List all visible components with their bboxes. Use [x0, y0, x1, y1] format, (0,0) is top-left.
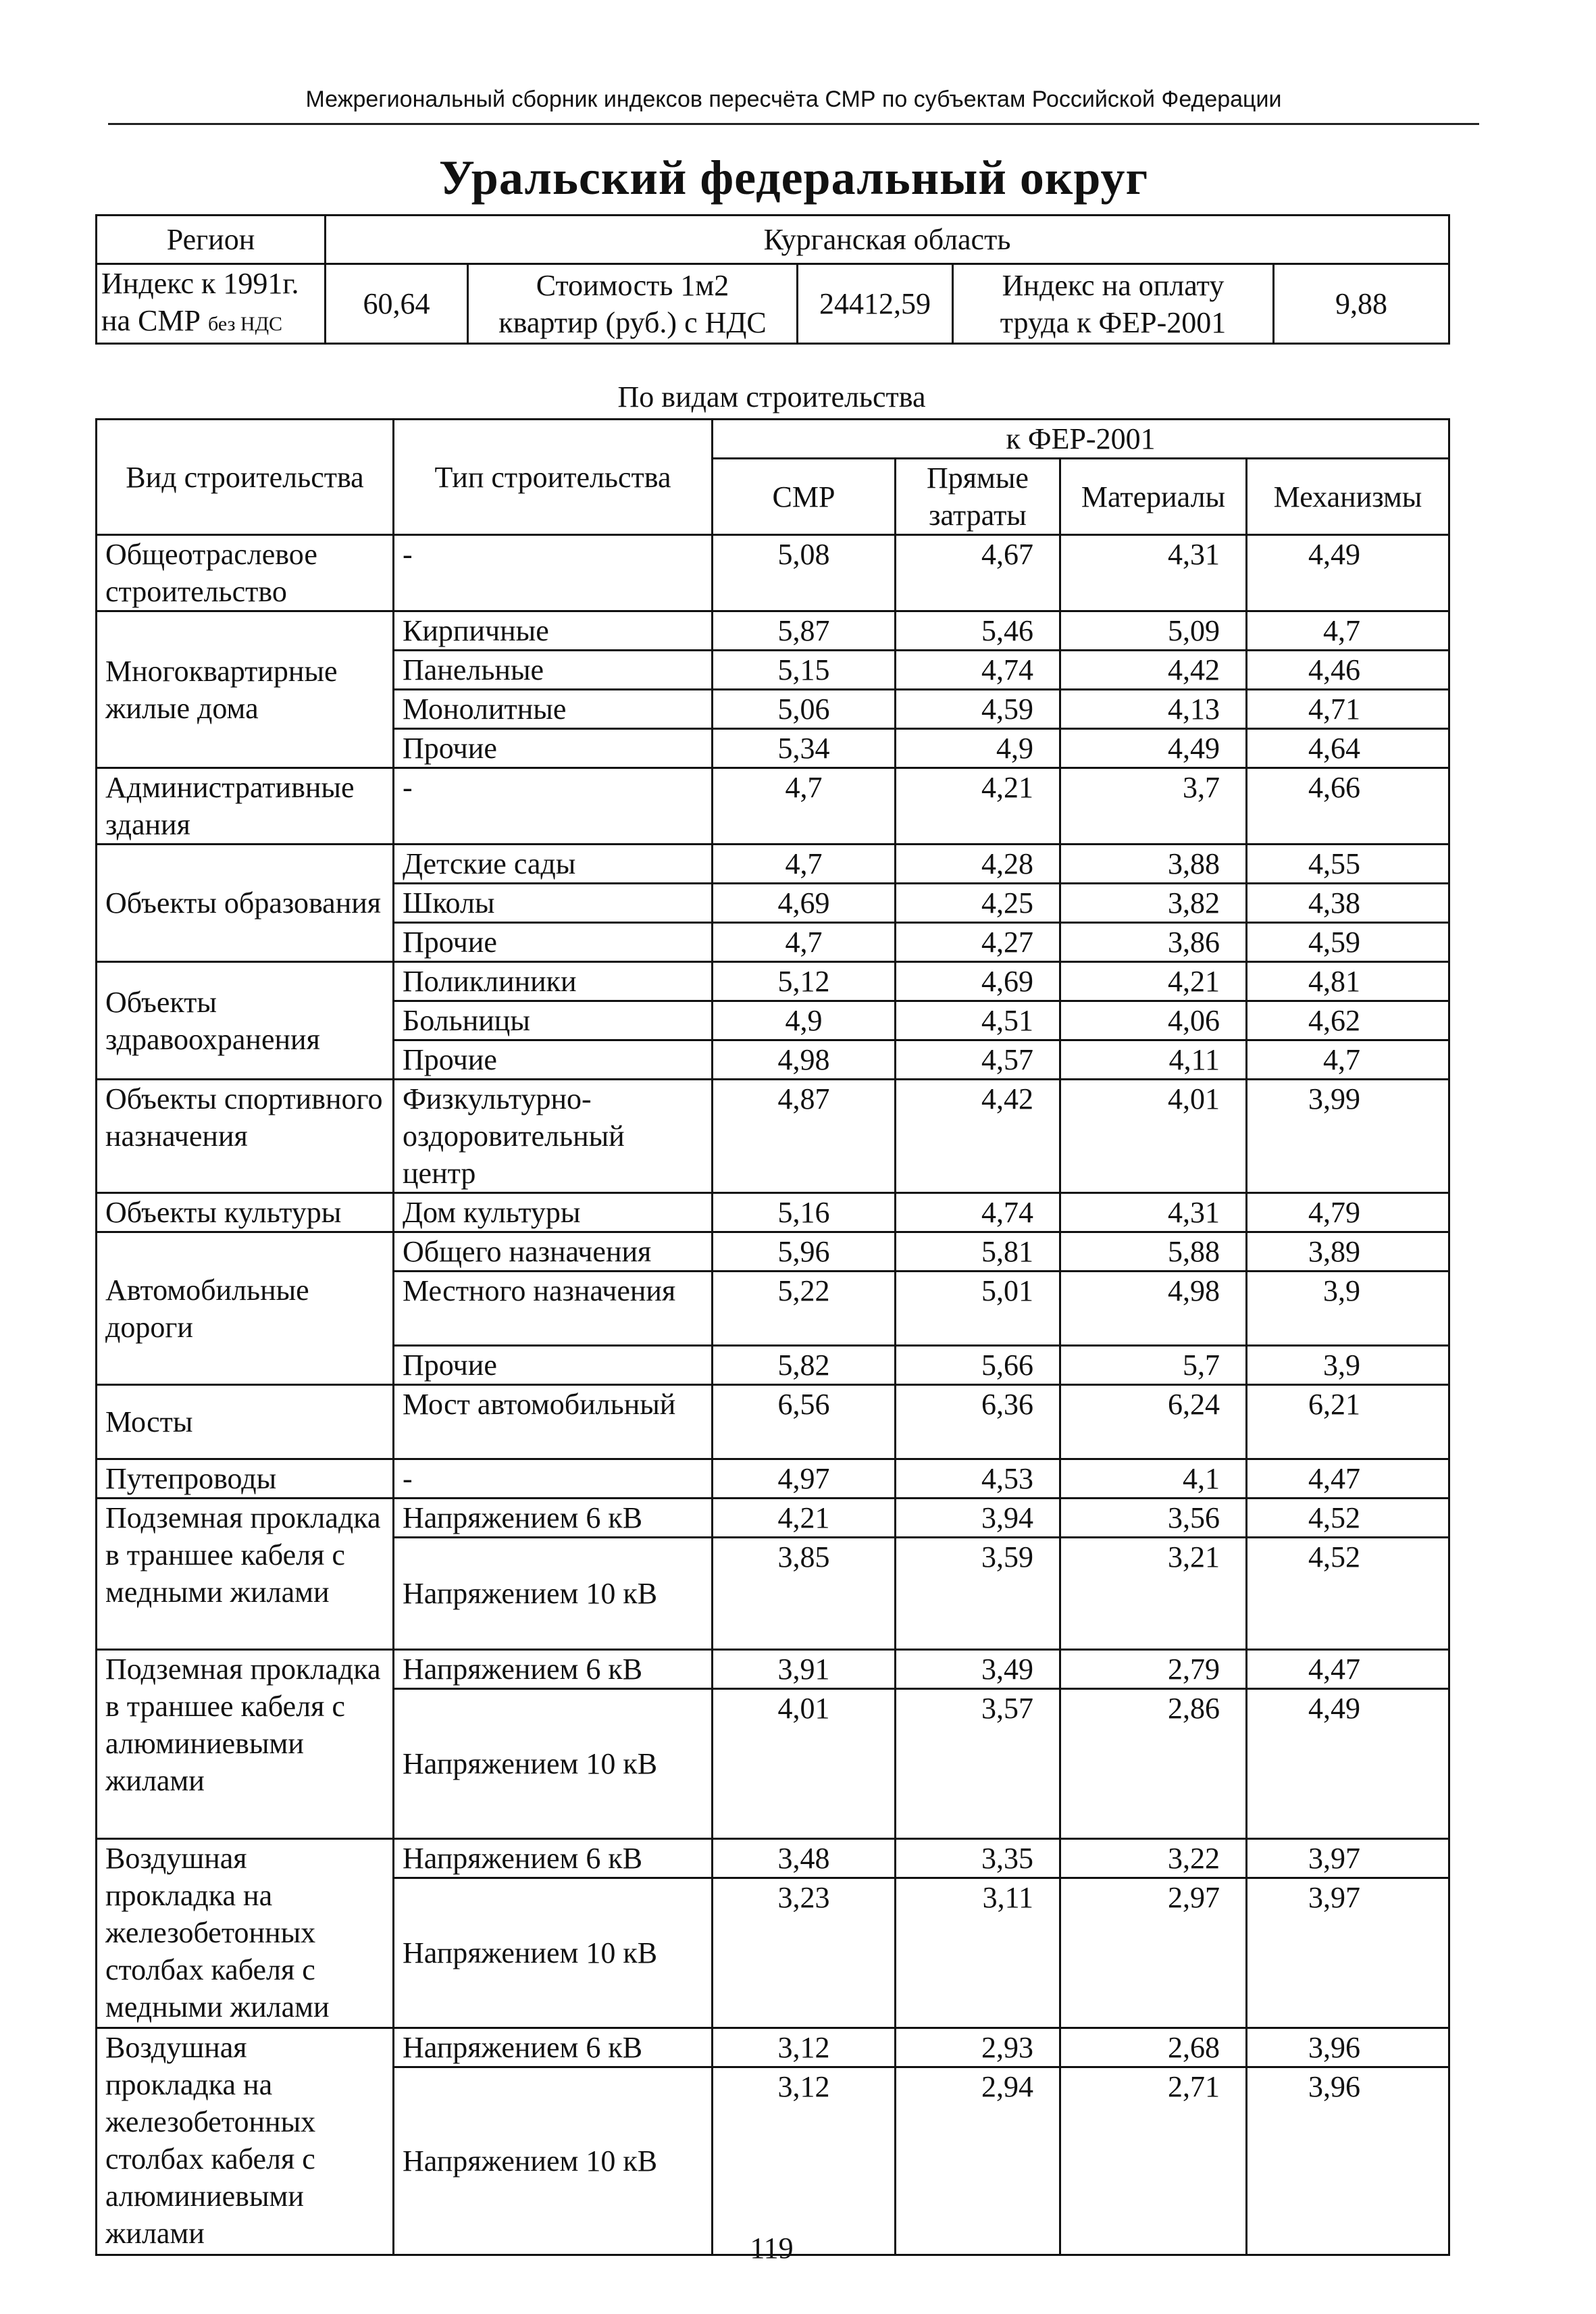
cost-label: Стоимость 1м2 квартир (руб.) с НДС	[468, 264, 798, 344]
construction-index-table	[95, 418, 1450, 2256]
index-smr: 3,91	[713, 1650, 896, 1689]
construction-type: Напряжением 6 кВ	[394, 1650, 713, 1689]
index-direct: 4,57	[896, 1040, 1060, 1080]
index-materials: 2,97	[1060, 1878, 1247, 2028]
index-smr: 4,7	[713, 923, 896, 962]
construction-type: Прочие	[394, 923, 713, 962]
index-materials: 4,49	[1060, 729, 1247, 768]
construction-kind: Объекты образования	[97, 845, 394, 962]
index-materials: 5,09	[1060, 611, 1247, 651]
table-row	[97, 1232, 1449, 1272]
header-direct-costs: Прямые затраты	[896, 459, 1060, 535]
construction-type: Местного назначения	[394, 1272, 713, 1346]
construction-kind: Воздушная прокладка на железобетонных столбах кабеля с алюминиевыми жилами	[97, 2028, 394, 2255]
index-materials: 4,01	[1060, 1080, 1247, 1193]
construction-kind: Подземная прокладка в траншее кабеля с медными жилами	[97, 1499, 394, 1650]
construction-type: Напряжением 10 кВ	[394, 2067, 713, 2255]
index-materials: 3,21	[1060, 1538, 1247, 1650]
construction-kind: Автомобильные дороги	[97, 1232, 394, 1385]
index-smr: 4,98	[713, 1040, 896, 1080]
index-direct: 4,28	[896, 845, 1060, 884]
construction-type: Кирпичные	[394, 611, 713, 651]
index-materials: 2,68	[1060, 2028, 1247, 2067]
index-direct: 4,53	[896, 1459, 1060, 1499]
construction-type: Напряжением 10 кВ	[394, 1878, 713, 2028]
header-kind: Вид строительства	[97, 420, 394, 535]
construction-kind: Объекты спортивного назначения	[97, 1080, 394, 1193]
construction-kind: Общеотраслевое строительство	[97, 535, 394, 611]
construction-type: Прочие	[394, 1040, 713, 1080]
header-rule	[108, 123, 1479, 125]
index-machines: 4,38	[1247, 884, 1449, 923]
index-direct: 3,11	[896, 1878, 1060, 2028]
construction-type: Мост автомобильный	[394, 1385, 713, 1459]
index-materials: 6,24	[1060, 1385, 1247, 1459]
index-direct: 3,59	[896, 1538, 1060, 1650]
index-direct: 4,9	[896, 729, 1060, 768]
index-machines: 3,99	[1247, 1080, 1449, 1193]
index-machines: 4,59	[1247, 923, 1449, 962]
index-machines: 6,21	[1247, 1385, 1449, 1459]
index-direct: 5,81	[896, 1232, 1060, 1272]
index-smr: 5,87	[713, 611, 896, 651]
index-smr: 4,87	[713, 1080, 896, 1193]
index-materials: 4,1	[1060, 1459, 1247, 1499]
index-smr: 4,7	[713, 845, 896, 884]
summary-table	[95, 214, 1450, 345]
index-materials: 3,56	[1060, 1499, 1247, 1538]
labor-index-label: Индекс на оплату труда к ФЕР-2001	[953, 264, 1274, 344]
cost-value: 24412,59	[798, 264, 953, 344]
table-row	[97, 1385, 1449, 1459]
index-materials: 4,13	[1060, 690, 1247, 729]
header-type: Тип строительства	[394, 420, 713, 535]
table-row	[97, 1499, 1449, 1538]
index-smr: 5,15	[713, 651, 896, 690]
construction-type: Панельные	[394, 651, 713, 690]
index-direct: 4,42	[896, 1080, 1060, 1193]
table-row	[97, 2028, 1449, 2067]
construction-type: Дом культуры	[394, 1193, 713, 1232]
index-direct: 4,59	[896, 690, 1060, 729]
construction-kind: Объекты культуры	[97, 1193, 394, 1232]
index-machines: 3,89	[1247, 1232, 1449, 1272]
index-direct: 4,74	[896, 1193, 1060, 1232]
table-row	[97, 1193, 1449, 1232]
collection-header: Межрегиональный сборник индексов пересчёта СМР по субъектам Российской Федерации	[305, 86, 1282, 112]
header-materials: Материалы	[1060, 459, 1247, 535]
index-1991-value: 60,64	[326, 264, 468, 344]
construction-type: Больницы	[394, 1001, 713, 1040]
index-materials: 4,21	[1060, 962, 1247, 1001]
construction-kind: Мосты	[97, 1385, 394, 1459]
index-direct: 5,01	[896, 1272, 1060, 1346]
index-materials: 4,42	[1060, 651, 1247, 690]
index-materials: 3,86	[1060, 923, 1247, 962]
index-machines: 4,46	[1247, 651, 1449, 690]
table-row	[97, 845, 1449, 884]
construction-type: Общего назначения	[394, 1232, 713, 1272]
table-row	[97, 1839, 1449, 1878]
index-machines: 4,64	[1247, 729, 1449, 768]
header-smr: СМР	[713, 459, 896, 535]
index-machines: 4,49	[1247, 535, 1449, 611]
index-materials: 4,11	[1060, 1040, 1247, 1080]
index-machines: 4,81	[1247, 962, 1449, 1001]
construction-type: -	[394, 535, 713, 611]
index-smr: 5,34	[713, 729, 896, 768]
index-smr: 5,06	[713, 690, 896, 729]
index-machines: 4,62	[1247, 1001, 1449, 1040]
construction-type: Прочие	[394, 729, 713, 768]
construction-type: Напряжением 10 кВ	[394, 1538, 713, 1650]
construction-type: Физкультурно-оздоровительный центр	[394, 1080, 713, 1193]
region-value: Курганская область	[326, 216, 1449, 264]
index-smr: 5,16	[713, 1193, 896, 1232]
district-title: Уральский федеральный округ	[438, 151, 1149, 205]
index-materials: 5,7	[1060, 1346, 1247, 1385]
index-machines: 4,52	[1247, 1538, 1449, 1650]
construction-kind: Подземная прокладка в траншее кабеля с алюминиевыми жилами	[97, 1650, 394, 1839]
table-row	[97, 768, 1449, 845]
index-materials: 3,88	[1060, 845, 1247, 884]
table-row	[97, 1459, 1449, 1499]
header-fer-group: к ФЕР-2001	[713, 420, 1449, 459]
construction-type: Поликлиники	[394, 962, 713, 1001]
index-direct: 3,49	[896, 1650, 1060, 1689]
index-materials: 2,79	[1060, 1650, 1247, 1689]
construction-kind: Объекты здравоохранения	[97, 962, 394, 1080]
index-machines: 4,7	[1247, 1040, 1449, 1080]
index-smr: 5,22	[713, 1272, 896, 1346]
construction-type: Напряжением 6 кВ	[394, 2028, 713, 2067]
index-materials: 4,31	[1060, 535, 1247, 611]
index-machines: 3,97	[1247, 1839, 1449, 1878]
index-materials: 4,31	[1060, 1193, 1247, 1232]
index-machines: 3,9	[1247, 1272, 1449, 1346]
index-materials: 3,22	[1060, 1839, 1247, 1878]
index-machines: 4,49	[1247, 1689, 1449, 1839]
table-row	[97, 611, 1449, 651]
index-direct: 5,66	[896, 1346, 1060, 1385]
construction-kind: Воздушная прокладка на железобетонных столбах кабеля с медными жилами	[97, 1839, 394, 2028]
index-machines: 4,66	[1247, 768, 1449, 845]
index-smr: 3,85	[713, 1538, 896, 1650]
index-machines: 4,79	[1247, 1193, 1449, 1232]
index-direct: 3,35	[896, 1839, 1060, 1878]
index-smr: 4,01	[713, 1689, 896, 1839]
index-direct: 4,74	[896, 651, 1060, 690]
construction-type: Напряжением 6 кВ	[394, 1839, 713, 1878]
construction-kind: Путепроводы	[97, 1459, 394, 1499]
construction-type: Прочие	[394, 1346, 713, 1385]
labor-index-value: 9,88	[1274, 264, 1449, 344]
index-smr: 5,08	[713, 535, 896, 611]
construction-type: Школы	[394, 884, 713, 923]
index-materials: 3,82	[1060, 884, 1247, 923]
construction-type: Детские сады	[394, 845, 713, 884]
index-machines: 4,52	[1247, 1499, 1449, 1538]
index-smr: 4,97	[713, 1459, 896, 1499]
index-smr: 3,23	[713, 1878, 896, 2028]
header-machines: Механизмы	[1247, 459, 1449, 535]
index-materials: 4,98	[1060, 1272, 1247, 1346]
index-machines: 4,7	[1247, 611, 1449, 651]
index-machines: 4,71	[1247, 690, 1449, 729]
index-smr: 3,48	[713, 1839, 896, 1878]
page-number: 119	[750, 2232, 794, 2265]
index-direct: 4,21	[896, 768, 1060, 845]
index-smr: 4,9	[713, 1001, 896, 1040]
construction-type: Монолитные	[394, 690, 713, 729]
index-direct: 2,93	[896, 2028, 1060, 2067]
table-row	[97, 1080, 1449, 1193]
index-machines: 3,9	[1247, 1346, 1449, 1385]
index-machines: 3,97	[1247, 1878, 1449, 2028]
index-smr: 3,12	[713, 2067, 896, 2255]
index-materials: 4,06	[1060, 1001, 1247, 1040]
index-smr: 5,82	[713, 1346, 896, 1385]
index-smr: 6,56	[713, 1385, 896, 1459]
index-direct: 6,36	[896, 1385, 1060, 1459]
construction-type: -	[394, 768, 713, 845]
construction-kind: Административные здания	[97, 768, 394, 845]
construction-kind: Многоквартирные жилые дома	[97, 611, 394, 768]
index-smr: 5,96	[713, 1232, 896, 1272]
table-row	[97, 1650, 1449, 1689]
index-materials: 5,88	[1060, 1232, 1247, 1272]
index-materials: 2,86	[1060, 1689, 1247, 1839]
index-direct: 4,25	[896, 884, 1060, 923]
index-direct: 2,94	[896, 2067, 1060, 2255]
index-direct: 4,69	[896, 962, 1060, 1001]
index-direct: 3,57	[896, 1689, 1060, 1839]
construction-type: Напряжением 6 кВ	[394, 1499, 713, 1538]
section-caption: По видам строительства	[617, 380, 926, 413]
table-row	[97, 535, 1449, 611]
index-smr: 4,69	[713, 884, 896, 923]
index-smr: 3,12	[713, 2028, 896, 2067]
index-machines: 4,47	[1247, 1650, 1449, 1689]
construction-type: -	[394, 1459, 713, 1499]
index-direct: 4,67	[896, 535, 1060, 611]
region-label: Регион	[97, 216, 326, 264]
index-direct: 3,94	[896, 1499, 1060, 1538]
index-materials: 3,7	[1060, 768, 1247, 845]
index-direct: 5,46	[896, 611, 1060, 651]
index-machines: 4,55	[1247, 845, 1449, 884]
index-machines: 3,96	[1247, 2067, 1449, 2255]
table-row	[97, 962, 1449, 1001]
index-machines: 3,96	[1247, 2028, 1449, 2067]
index-machines: 4,47	[1247, 1459, 1449, 1499]
index-materials: 2,71	[1060, 2067, 1247, 2255]
index-direct: 4,51	[896, 1001, 1060, 1040]
index-1991-label: Индекс к 1991г. на СМР без НДС	[97, 264, 326, 344]
construction-type: Напряжением 10 кВ	[394, 1689, 713, 1839]
index-smr: 5,12	[713, 962, 896, 1001]
index-smr: 4,7	[713, 768, 896, 845]
index-direct: 4,27	[896, 923, 1060, 962]
index-smr: 4,21	[713, 1499, 896, 1538]
